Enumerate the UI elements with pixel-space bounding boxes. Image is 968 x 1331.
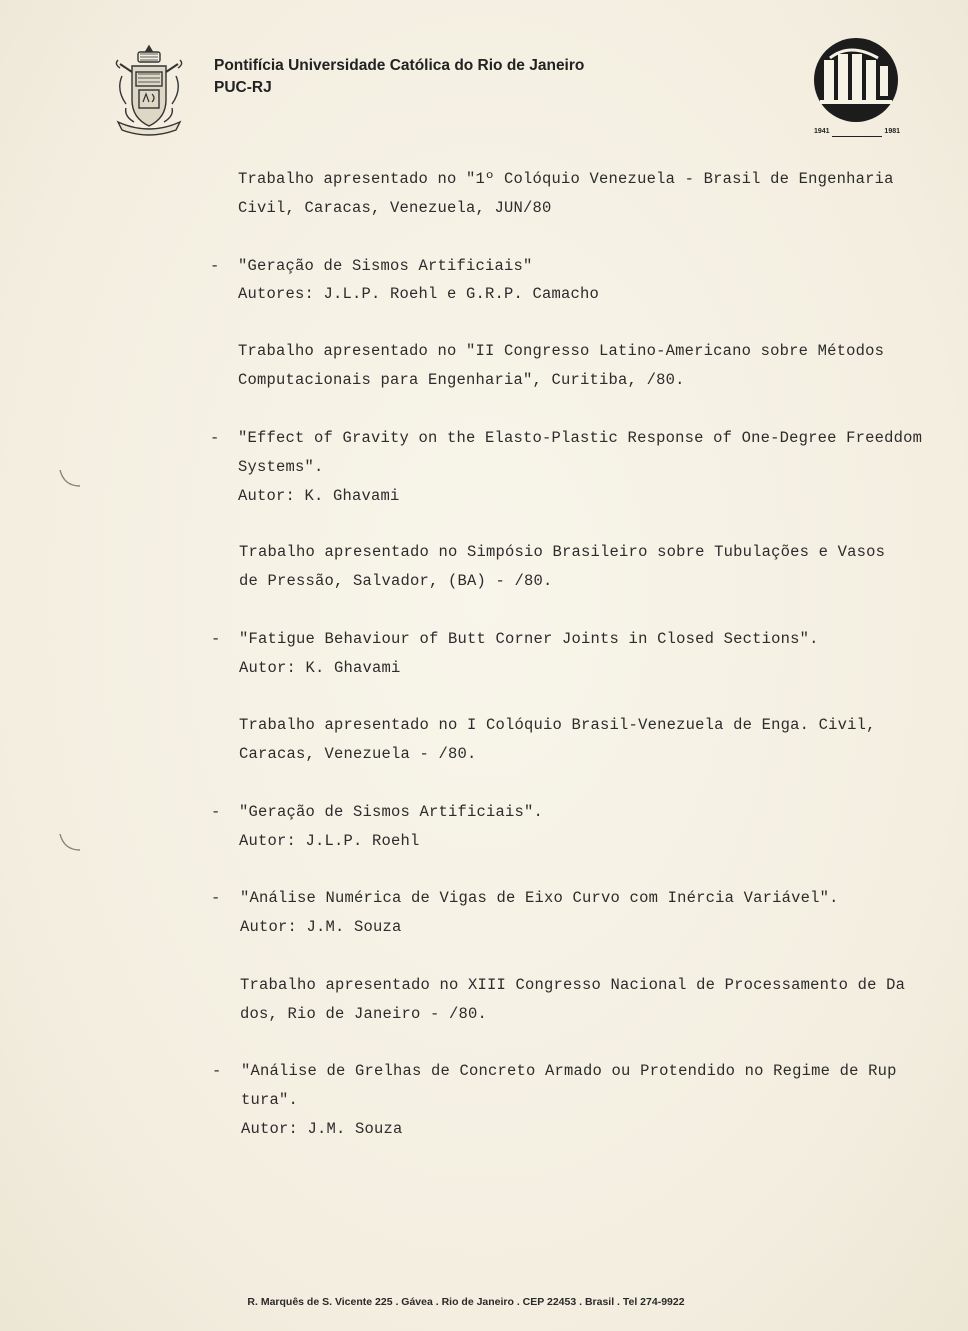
punch-hole-mark [58,466,84,488]
list-item-author: Autor: J.L.P. Roehl [239,832,420,850]
body-line: Trabalho apresentado no XIII Congresso Nacional de Processamento de Da [240,976,906,994]
institution-header [214,55,584,99]
body-line: Trabalho apresentado no "II Congresso Latino-Americano sobre Métodos [238,342,885,360]
body-line: Caracas, Venezuela - /80. [239,745,477,763]
list-bullet: - [212,1062,222,1080]
anniversary-start-year: 1941 [814,128,830,135]
list-item-title: "Análise de Grelhas de Concreto Armado ou Protendido no Regime de Rup [241,1062,897,1080]
body-line: dos, Rio de Janeiro - /80. [240,1005,488,1023]
body-line: Trabalho apresentado no Simpósio Brasileiro sobre Tubulações e Vasos [239,543,886,561]
list-item-author: Autor: K. Ghavami [238,487,400,505]
list-item-author: Autores: J.L.P. Roehl e G.R.P. Camacho [238,285,600,303]
list-bullet: - [211,803,221,821]
institution-name: Pontifícia Universidade Católica do Rio de Janeiro [214,57,585,74]
body-line: Trabalho apresentado no I Colóquio Brasil-Venezuela de Enga. Civil, [239,716,876,734]
body-line: de Pressão, Salvador, (BA) - /80. [239,572,553,590]
list-item-author: Autor: J.M. Souza [241,1120,403,1138]
footer-address: R. Marquês de S. Vicente 225 . Gávea . Rio de Janeiro . CEP 22453 . Brasil . Tel 274-9922 [247,1296,685,1308]
list-item-title: "Effect of Gravity on the Elasto-Plastic Response of One-Degree Freeddom [238,429,923,447]
anniversary-logo-icon [808,36,908,140]
anniversary-divider [832,136,882,137]
institution-abbreviation: PUC-RJ [214,79,272,96]
body-line: Computacionais para Engenharia", Curitiba, /80. [238,371,685,389]
body-line: Civil, Caracas, Venezuela, JUN/80 [238,199,552,217]
list-item-title: tura". [241,1091,299,1109]
list-bullet: - [211,889,221,907]
list-item-author: Autor: J.M. Souza [240,918,402,936]
punch-hole-mark [58,830,84,852]
university-crest-icon [112,42,186,138]
anniversary-end-year: 1981 [884,128,900,135]
list-item-author: Autor: K. Ghavami [239,659,401,677]
list-item-title: "Fatigue Behaviour of Butt Corner Joints in Closed Sections". [239,630,819,648]
list-bullet: - [210,429,220,447]
body-line: Trabalho apresentado no "1º Colóquio Venezuela - Brasil de Engenharia [238,170,894,188]
list-bullet: - [210,257,220,275]
list-item-title: "Geração de Sismos Artificiais" [238,257,533,275]
list-bullet: - [211,630,221,648]
footer-address-bar [0,1296,968,1308]
list-item-title: "Geração de Sismos Artificiais". [239,803,544,821]
list-item-title: Systems". [238,458,324,476]
list-item-title: "Análise Numérica de Vigas de Eixo Curvo com Inércia Variável". [240,889,839,907]
